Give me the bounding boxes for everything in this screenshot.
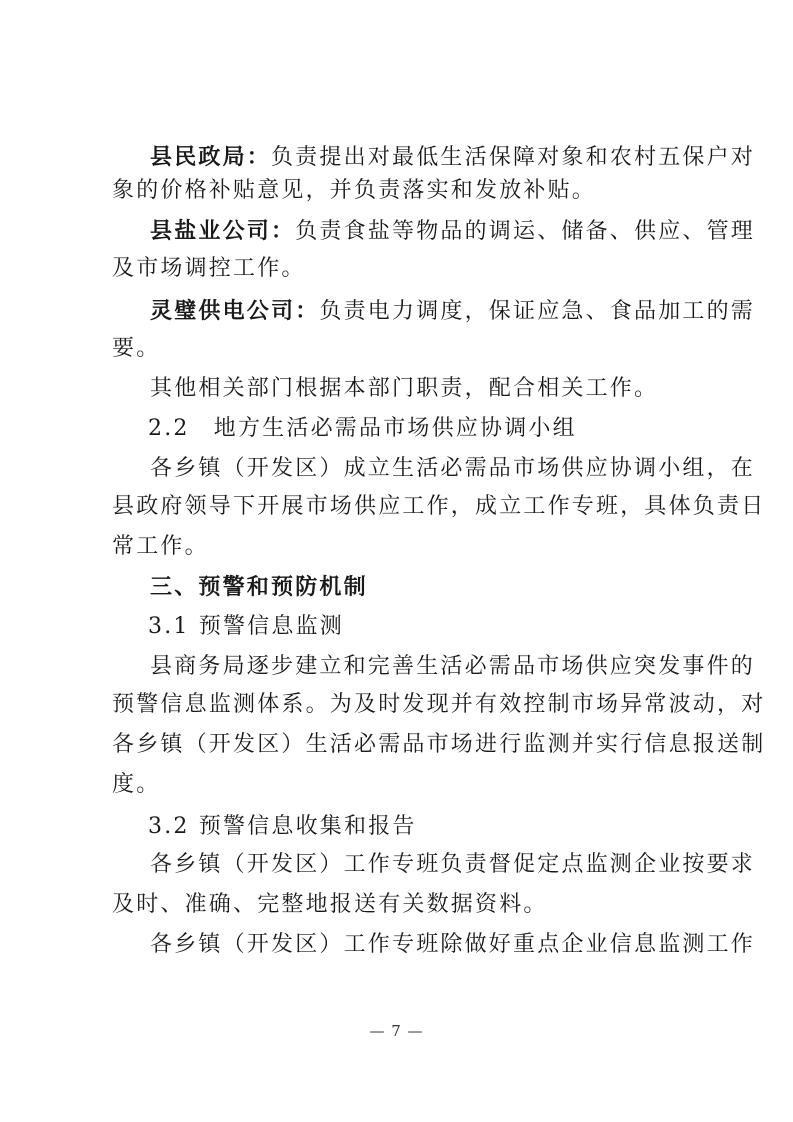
heading-3: 三、预警和预防机制 xyxy=(150,574,368,600)
text: 负责食盐等物品的调运、储备、供应、管理 xyxy=(295,219,756,244)
paragraph-3-2b-line1: 各乡镇（开发区）工作专班除做好重点企业信息监测工作 xyxy=(150,932,756,957)
paragraph-qita: 其他相关部门根据本部门职责，配合相关工作。 xyxy=(150,376,659,401)
heading-3-1: 3.1 预警信息监测 xyxy=(148,614,344,639)
paragraph-3-1-line3: 各乡镇（开发区）生活必需品市场进行监测并实行信息报送制 xyxy=(112,732,766,757)
paragraph-2-2-line2: 县政府领导下开展市场供应工作，成立工作专班，具体负责日 xyxy=(112,494,766,519)
paragraph-minzheng-line1 xyxy=(150,142,755,173)
paragraph-2-2-line1: 各乡镇（开发区）成立生活必需品市场供应协调小组，在 xyxy=(150,456,756,481)
heading-3-2: 3.2 预警信息收集和报告 xyxy=(148,814,417,839)
paragraph-gongdian-line2: 要。 xyxy=(112,336,161,361)
paragraph-yanye-line2: 及市场调控工作。 xyxy=(112,256,306,281)
text: 负责提出对最低生活保障对象和农村五保户对 xyxy=(271,145,756,170)
paragraph-yanye-line1 xyxy=(150,216,755,247)
text: 负责电力调度，保证应急、食品加工的需 xyxy=(319,299,756,324)
paragraph-3-1-line2: 预警信息监测体系。为及时发现并有效控制市场异常波动，对 xyxy=(112,692,766,717)
page-number: — 7 — xyxy=(369,1022,424,1040)
heading-2-2: 2.2 地方生活必需品市场供应协调小组 xyxy=(148,416,577,441)
paragraph-minzheng-line2: 象的价格补贴意见，并负责落实和发放补贴。 xyxy=(112,178,597,203)
heading-yanye: 县盐业公司： xyxy=(150,218,296,244)
paragraph-gongdian-line1 xyxy=(150,296,755,327)
paragraph-3-1-line4: 度。 xyxy=(112,772,161,797)
heading-gongdian: 灵璧供电公司： xyxy=(150,298,320,324)
paragraph-3-1-line1: 县商务局逐步建立和完善生活必需品市场供应突发事件的 xyxy=(150,654,756,679)
paragraph-3-2a-line2: 及时、准确、完整地报送有关数据资料。 xyxy=(112,892,548,917)
paragraph-3-2a-line1: 各乡镇（开发区）工作专班负责督促定点监测企业按要求 xyxy=(150,852,756,877)
paragraph-2-2-line3: 常工作。 xyxy=(112,534,209,559)
heading-minzheng: 县民政局： xyxy=(150,144,272,170)
